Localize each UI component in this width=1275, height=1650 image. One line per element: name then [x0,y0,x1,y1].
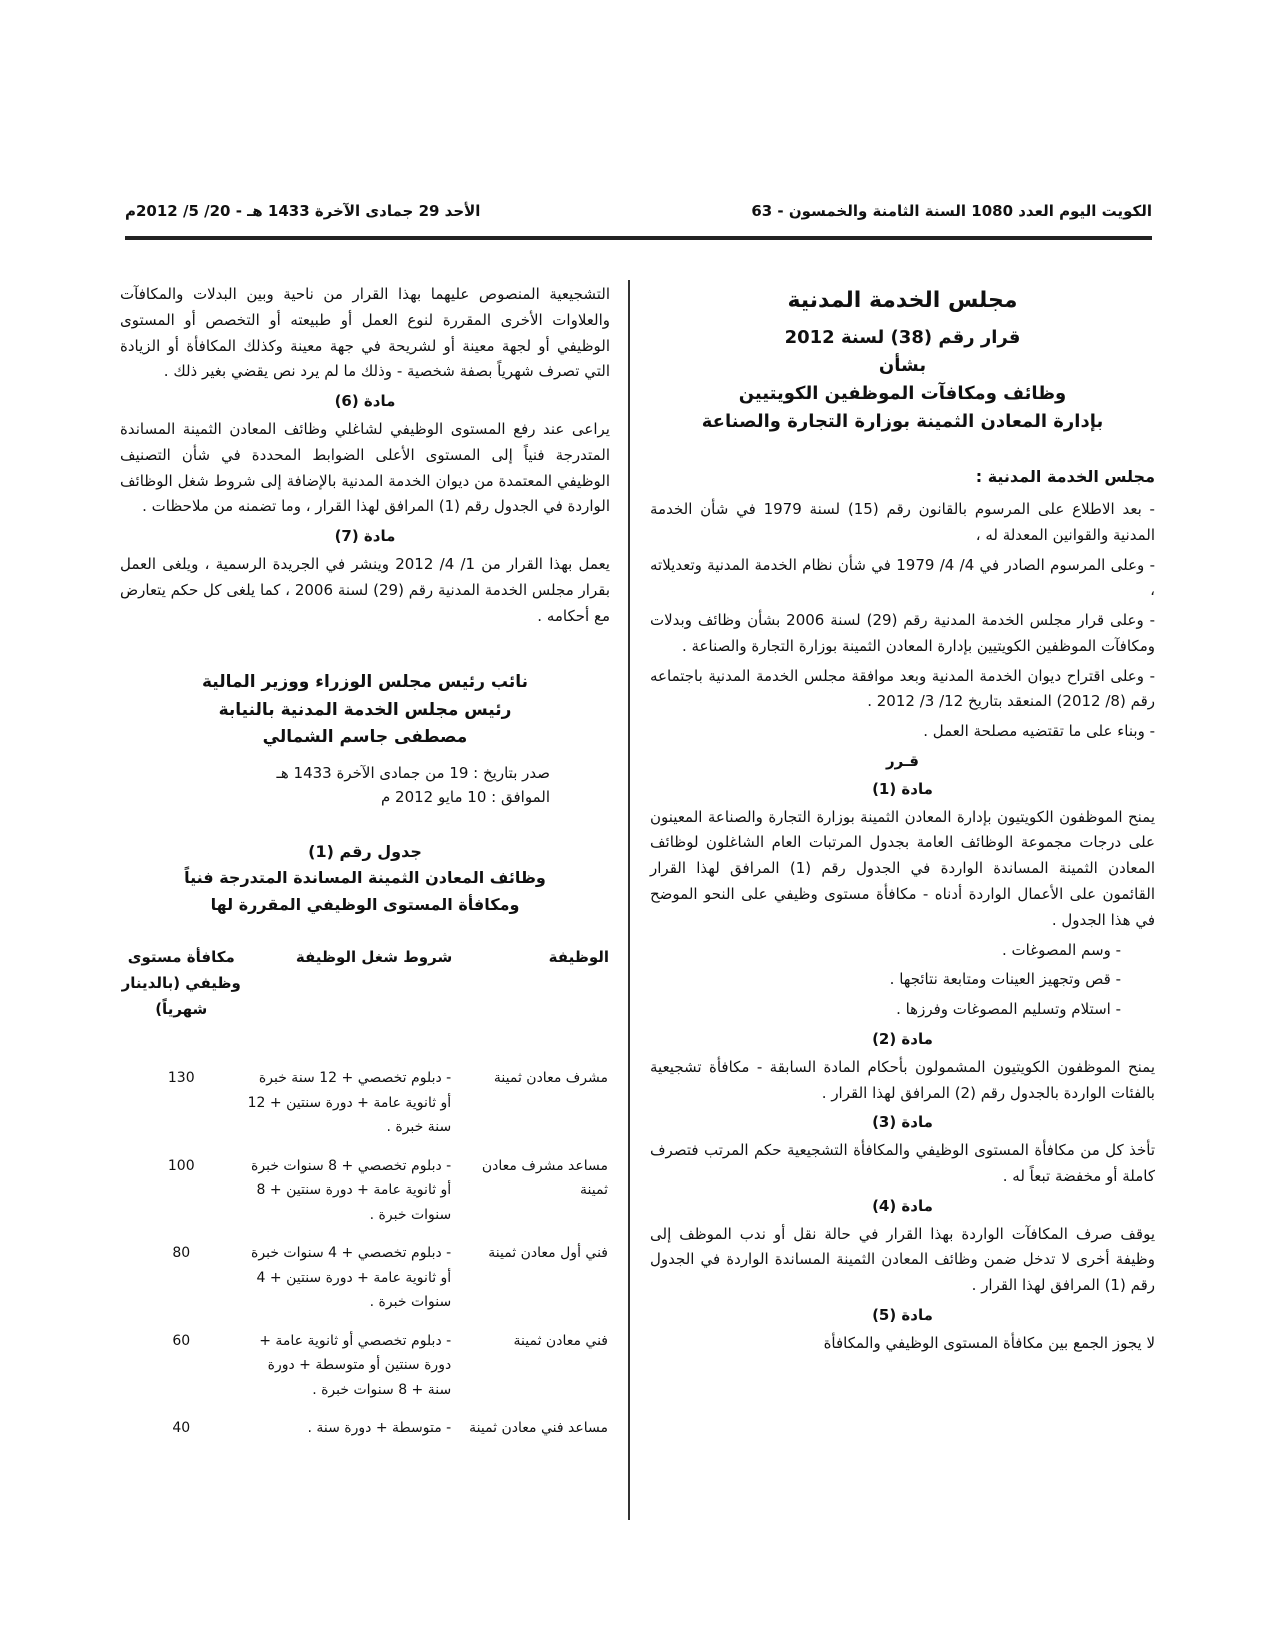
table-1-subtitle-1: وظائف المعادن الثمينة المساندة المتدرجة فنياً [184,868,546,888]
cell-job: فني معادن ثمينة [513,1332,608,1349]
cell-job: مساعد مشرف معادن ثمينة [481,1157,608,1199]
article-5-text-continued: التشجيعية المنصوص عليهما بهذا القرار من ناحية وبين البدلات والمكافآت والعلاوات الأخرى المقررة لنوع العمل أو طبيعته أو التخصص أو المستوى الوظيفي أو لجهة معينة أو لشريحة في جهة معينة وكذلك المكافأة أو الزيادة التي تصرف شهرياً بصفة شخصية - وذلك ما لم يرد نص يقضي بغير ذلك . [120,285,610,381]
preamble-heading: مجلس الخدمة المدنية : [975,467,1155,487]
cell-reward: 40 [172,1420,191,1437]
article-5-text-start: لا يجوز الجمع بين مكافأة المستوى الوظيفي والمكافأة [823,1333,1155,1352]
table-row [120,1062,610,1150]
header-reward: مكافأة مستوى وظيفي (بالدينار شهرياً) [121,948,241,1018]
left-column [120,282,610,1451]
article-7-title: مادة (7) [334,527,396,546]
decision-regarding: بشأن [878,354,927,376]
decision-title-block [650,282,1155,435]
preamble-item: - بعد الاطلاع على المرسوم بالقانون رقم (15) لسنة 1979 في شأن الخدمة المدنية والقوانين المعدلة له ، [650,499,1155,544]
article-6-title: مادة (6) [334,392,396,411]
article-1-bullet: - وسم المصوغات . [1002,940,1121,959]
article-1-text: يمنح الموظفون الكويتيون بإدارة المعادن الثمينة بوزارة التجارة والصناعة المعينون على درجات مجموعة الوظائف العامة بجدول المرتبات العام الشاغلون لوظائف المعادن الثمينة المساندة الواردة في الجدول رقم (1) المرافق لهذا القرار القائمون على الأعمال الواردة أدناه - مكافأة مستوى وظيفي على النحو الموضح في هذا الجدول . [650,807,1155,929]
article-6-text: يراعى عند رفع المستوى الوظيفي لشاغلي وظائف المعادن الثمينة المساندة المتدرجة فنياً إلى المستوى الأعلى الضوابط المحددة في شأن التصنيف الوظيفي المعتمدة من ديوان الخدمة المدنية بالإضافة إلى شروط شغل الوظائف الواردة في الجدول رقم (1) المرافق لهذا القرار ، وما تضمنه من ملاحظات . [120,419,610,516]
signatory-title-1: نائب رئيس مجلس الوزراء ووزير المالية [201,672,529,693]
decides-heading: قـرر [886,752,919,771]
table-row [120,1150,610,1238]
article-4-text: يوقف صرف المكافآت الواردة بهذا القرار في حالة نقل أو ندب الموظف إلى وظيفة أخرى لا تدخل ضمن وظائف المعادن الثمينة المساندة الواردة في الجدول رقم (1) المرافق لهذا القرار . [650,1224,1155,1295]
preamble-item: - وبناء على ما تقتضيه مصلحة العمل . [923,722,1155,741]
preamble-item: - وعلى قرار مجلس الخدمة المدنية رقم (29) لسنة 2006 بشأن وظائف وبدلات ومكافآت الموظفين الكويتيين بإدارة المعادن الثمينة بوزارة التجارة والصناعة . [650,611,1155,655]
table-1-subtitle-2: ومكافأة المستوى الوظيفي المقررة لها [210,894,520,914]
article-1-title: مادة (1) [872,779,933,798]
gazette-issue-info: الكويت اليوم العدد 1080 السنة الثامنة والخمسون - 63 [751,202,1152,220]
decision-number: قرار رقم (38) لسنة 2012 [784,326,1021,348]
cell-job: مساعد فني معادن ثمينة [469,1420,608,1437]
cell-reward: 60 [172,1332,191,1349]
article-1-bullet: - استلام وتسليم المصوغات وفرزها . [896,1000,1121,1019]
jobs-table [120,944,610,1451]
article-2-title: مادة (2) [872,1030,933,1049]
signatory-title-2: رئيس مجلس الخدمة المدنية بالنيابة [218,699,512,720]
signatory-name: مصطفى جاسم الشمالي [262,726,468,747]
article-5-title: مادة (5) [872,1306,933,1325]
header-requirements: شروط شغل الوظيفة [295,948,453,967]
preamble-item: - وعلى المرسوم الصادر في 4/ 4/ 1979 في شأن نظام الخدمة المدنية وتعديلاته ، [650,555,1156,600]
issue-date-hijri: صدر بتاريخ : 19 من جمادى الآخرة 1433 هـ [276,763,550,782]
cell-reward: 100 [167,1157,195,1174]
issue-date: الأحد 29 جمادى الآخرة 1433 هـ - 20/ 5/ 2012م [125,202,481,220]
cell-reward: 130 [167,1070,195,1087]
cell-reward: 80 [172,1245,191,1262]
table-1-title: جدول رقم (1) [308,841,422,861]
signature-block [120,669,610,751]
cell-requirements: - دبلوم تخصصي + 8 سنوات خبرة أو ثانوية عامة + دورة سنتين + 8 سنوات خبرة . [251,1157,452,1223]
table-1-title-block [120,839,610,918]
cell-requirements: - متوسطة + دورة سنة . [307,1420,452,1437]
header-rule [125,236,1152,240]
cell-job: فني أول معادن ثمينة [488,1245,608,1262]
article-1-bullet: - قص وتجهيز العينات ومتابعة نتائجها . [889,970,1121,989]
table-row [120,1237,610,1325]
preamble-item: - وعلى اقتراح ديوان الخدمة المدنية وبعد موافقة مجلس الخدمة المدنية باجتماعه رقم (8/ 2012) المنعقد بتاريخ 12/ 3/ 2012 . [650,666,1155,711]
page-header [125,202,1152,232]
cell-requirements: - دبلوم تخصصي + 4 سنوات خبرة أو ثانوية عامة + دورة سنتين + 4 سنوات خبرة . [251,1245,452,1311]
article-2-text: يمنح الموظفون الكويتيون المشمولون بأحكام المادة السابقة - مكافأة تشجيعية بالفئات الواردة بالجدول رقم (2) المرافق لهذا القرار . [650,1057,1155,1102]
issue-date-block [120,761,550,809]
cell-job: مشرف معادن ثمينة [493,1070,608,1087]
right-column [650,282,1155,1361]
header-job: الوظيفة [548,948,609,967]
decision-subject-line-1: وظائف ومكافآت الموظفين الكويتيين [738,382,1067,404]
decision-subject-line-2: بإدارة المعادن الثمينة بوزارة التجارة والصناعة [701,410,1104,432]
table-row [120,1325,610,1413]
issue-date-gregorian: الموافق : 10 مايو 2012 م [380,787,550,806]
cell-requirements: - دبلوم تخصصي أو ثانوية عامة + دورة سنتين أو متوسطة + دورة سنة + 8 سنوات خبرة . [259,1332,452,1398]
table-row [120,1412,610,1451]
table-header-row [120,944,610,1062]
cell-requirements: - دبلوم تخصصي + 12 سنة خبرة أو ثانوية عامة + دورة سنتين + 12 سنة خبرة . [247,1070,452,1136]
article-7-text: يعمل بهذا القرار من 1/ 4/ 2012 وينشر في الجريدة الرسمية ، ويلغى العمل بقرار مجلس الخدمة المدنية رقم (29) لسنة 2006 ، كما يلغى كل حكم يتعارض مع أحكامه . [120,554,610,625]
column-divider [628,280,630,1520]
article-3-title: مادة (3) [872,1113,933,1132]
article-4-title: مادة (4) [872,1196,933,1215]
council-title: مجلس الخدمة المدنية [787,288,1018,313]
article-3-text: تأخذ كل من مكافأة المستوى الوظيفي والمكافأة التشجيعية حكم المرتب فتصرف كاملة أو مخفضة تبعاً له . [650,1141,1155,1186]
